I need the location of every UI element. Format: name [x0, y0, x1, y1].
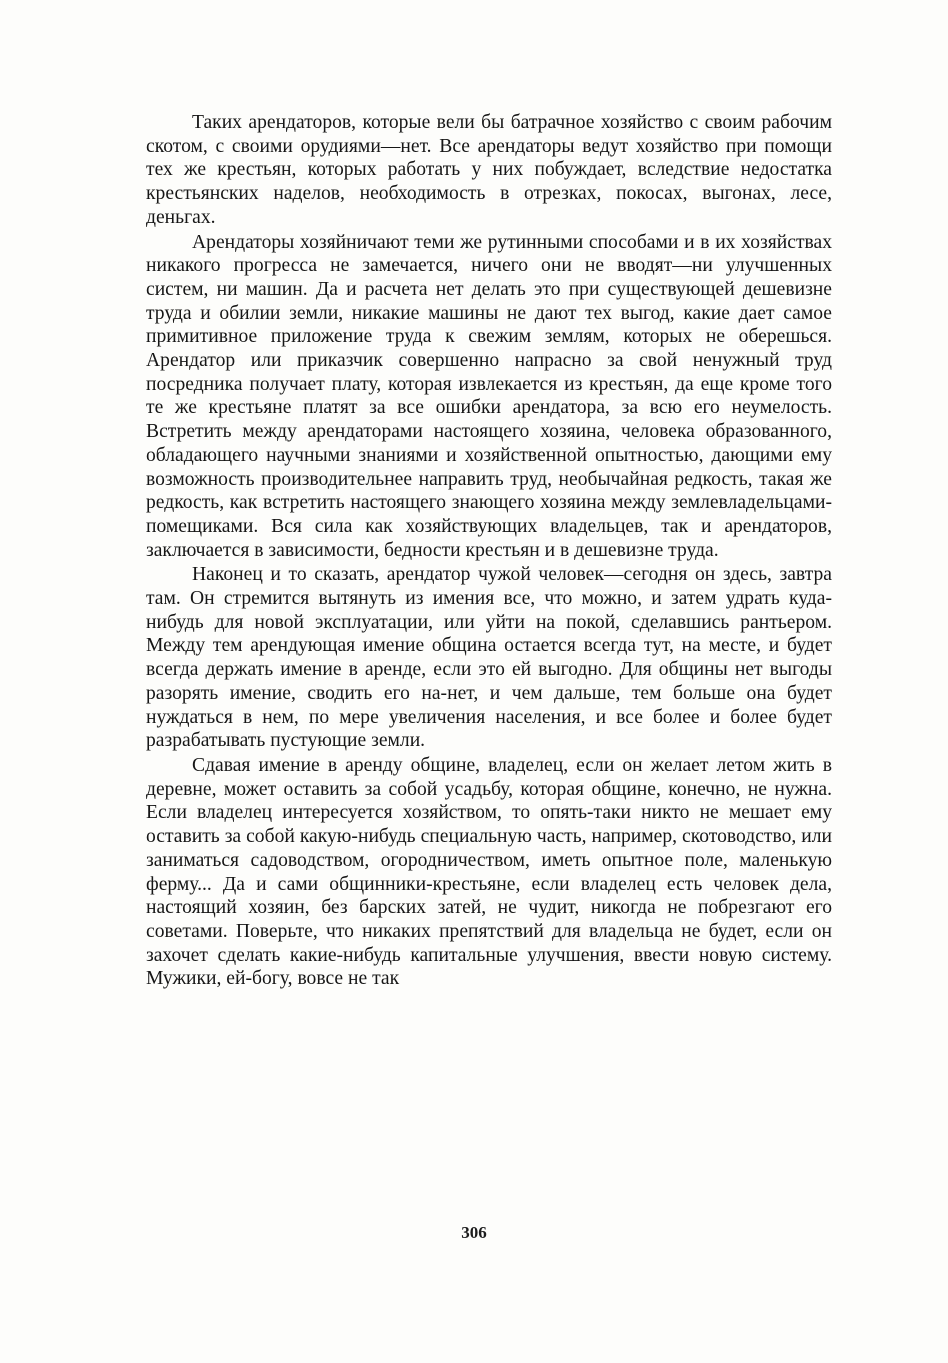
body-text [146, 111, 832, 992]
paragraph-3: Наконец и то сказать, арендатор чужой человек—сегодня он здесь, завтра там. Он стремится вытянуть из имения все, что можно, и затем удрать куда-нибудь для новой эксплуатации, или уйти на покой, сделавшись рантьером. Между тем арендующая имение община остается всегда тут, на месте, и будет всегда держать имение в аренде, если это ей выгодно. Для общины нет выгоды разорять имение, сводить его на-нет, и чем дальше, тем больше она будет нуждаться в нем, по мере увеличения населения, и все более и более будет разрабатывать пустующие земли. [146, 564, 832, 752]
paragraph-1: Таких арендаторов, которые вели бы батрачное хозяйство с своим рабочим скотом, с своими орудиями—нет. Все арендаторы ведут хозяйство при помощи тех же крестьян, которых работать у них побуждает, вследствие недостатка крестьянских наделов, необходимость в отрезках, покосах, выгонах, лесе, деньгах. [146, 112, 832, 228]
page-number: 306 [461, 1223, 487, 1242]
paragraph-2: Арендаторы хозяйничают теми же рутинными способами и в их хозяйствах никакого прогресса не замечается, ничего они не вводят—ни улучшенных систем, ни машин. Да и расчета нет делать это при существующей дешевизне труда и обилии земли, никакие машины не дают тех выгод, какие дает самое примитивное приложение труда к свежим землям, которых не оберешься. Арендатор или приказчик совершенно напрасно за свой ненужный труд посредника получает плату, которая извлекается из крестьян, да еще кроме того те же крестьяне платят за все ошибки арендатора, за всю его неумелость. Встретить между арендаторами настоящего хозяина, человека образованного, обладающего научными знаниями и хозяйственной опытностью, дающими ему возможность производительнее направить труд, необычайная редкость, такая же редкость, как встретить настоящего знающего хозяина между землевладельцами-помещиками. Вся сила как хозяйствующих владельцев, так и арендаторов, заключается в зависимости, бедности крестьян и в дешевизне труда. [146, 231, 832, 561]
paragraph-4: Сдавая имение в аренду общине, владелец, если он желает летом жить в деревне, может оставить за собой усадьбу, которая общине, конечно, не нужна. Если владелец интересуется хозяйством, то опять-таки никто не мешает ему оставить за собой какую-нибудь специальную часть, например, скотоводство, или заниматься садоводством, огородничеством, иметь опытное поле, маленькую ферму... Да и сами общинники-крестьяне, если владелец есть человек дела, настоящий хозяин, без барских затей, не чудит, никогда не побрезгают его советами. Поверьте, что никаких препятствий для владельца не будет, если он захочет сделать какие-нибудь капитальные улучшения, ввести новую систему. Мужики, ей-богу, вовсе не так [146, 754, 832, 990]
